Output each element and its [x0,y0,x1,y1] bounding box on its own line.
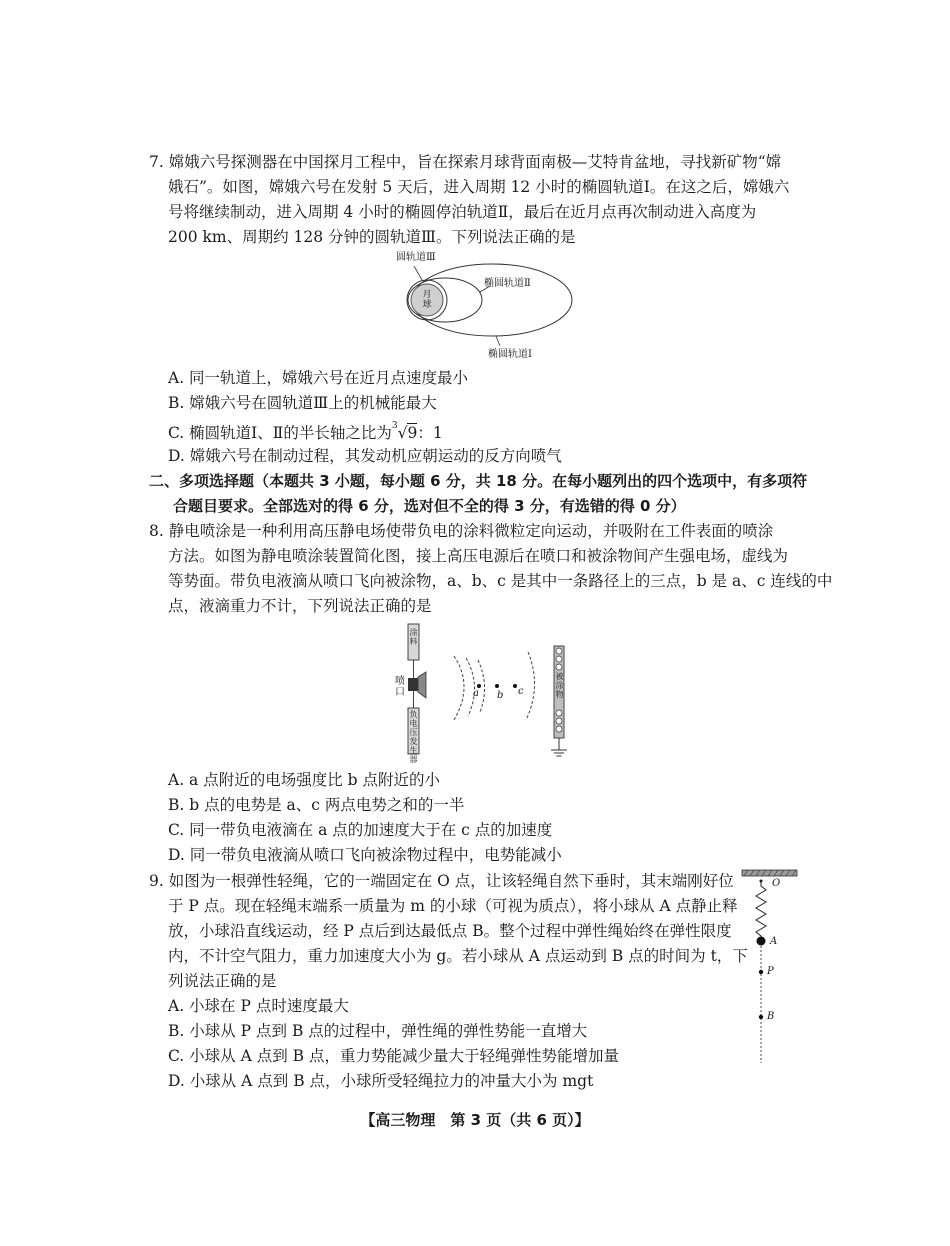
point-b [495,684,499,688]
label-B: B [767,1011,775,1022]
q7-stem-line: 7. 嫦娥六号探测器在中国探月工程中，旨在探索月球背面南极—艾特肯盆地，寻找新矿物“嫦 [149,153,782,171]
q8-option-b: B. b 点的电势是 a、c 两点电势之和的一半 [168,796,465,814]
orbit-3-label: 圆轨道Ⅲ [396,252,436,263]
orbit-1-label: 椭圆轨道Ⅰ [488,349,532,360]
q7-option-c [168,420,443,443]
q8-option-a: A. a 点附近的电场强度比 b 点附近的小 [168,771,440,789]
ball-A [757,937,766,946]
q8-option-d: D. 同一带负电液滴从喷口飞向被涂物过程中，电势能减小 [168,846,562,864]
q9-option-b: B. 小球从 P 点到 B 点的过程中，弹性绳的弹性势能一直增大 [168,1022,588,1040]
cube-root: $^3$√9 [391,421,418,443]
point-a-label: a [473,688,479,699]
spray-diagram [390,620,580,765]
q8-stem-line: 方法。如图为静电喷涂装置简化图，接上高压电源后在喷口和被涂物间产生强电场，虚线为 [168,547,789,565]
q9-stem-line: 9. 如图为一根弹性轻绳，它的一端固定在 O 点，让该轻绳自然下垂时，其末端刚好位 [149,872,734,890]
point-P [759,970,763,974]
equipotential-line [526,652,535,720]
nozzle-label: 喷口 [395,676,405,698]
q7-stem-line: 号将继续制动，进入周期 4 小时的椭圆停泊轨道Ⅱ，最后在近月点再次制动进入高度为 [168,203,757,221]
q9-stem-line: 放，小球沿直线运动，经 P 点后到达最低点 B。整个过程中弹性绳始终在弹性限度 [168,922,732,940]
nozzle-cone [418,672,426,698]
section-2-line: 合题目要求。全部选对的得 6 分，选对但不全的得 3 分，有选错的得 0 分） [173,497,686,515]
q9-stem-line: 于 P 点。现在轻绳末端系一质量为 m 的小球（可视为质点），将小球从 A 点静止释 [168,897,738,915]
q8-option-c: C. 同一带负电液滴在 a 点的加速度大于在 c 点的加速度 [168,821,553,839]
q8-stem-line: 8. 静电喷涂是一种利用高压静电场使带负电的涂料微粒定向运动，并吸附在工件表面的喷涂 [149,522,774,540]
q7-stem-line: 200 km、周期约 128 分钟的圆轨道Ⅲ。下列说法正确的是 [168,228,576,246]
label-O: O [772,878,781,889]
generator-label: 负电压发生器 [409,710,418,764]
orbit-2-label: 椭圆轨道Ⅱ [484,278,531,289]
moon-label: 月球 [422,290,432,310]
paint-label: 涂料 [409,628,418,646]
q9-option-c: C. 小球从 A 点到 B 点，重力势能减少量大于轻绳弹性势能增加量 [168,1047,619,1065]
label-A: A [770,936,778,947]
point-c-label: c [518,686,524,697]
q8-stem-line: 等势面。带负电液滴从喷口飞向被涂物，a、b、c 是其中一条路径上的三点，b 是 a、c 连线的中 [168,572,833,590]
equipotential-line [454,656,464,720]
nozzle-block [408,678,418,691]
q9-option-a: A. 小球在 P 点时速度最大 [168,997,349,1015]
q7-stem-line: 娥石”。如图，嫦娥六号在发射 5 天后，进入周期 12 小时的椭圆轨道Ⅰ。在这之后，嫦娥六 [168,178,790,196]
q9-stem-line: 列说法正确的是 [168,972,277,990]
q7-option-d: D. 嫦娥六号在制动过程，其发动机应朝运动的反方向喷气 [168,447,562,465]
q7-option-c-prefix: C. 椭圆轨道Ⅰ、Ⅱ的半长轴之比为 [168,424,392,443]
q9-option-d: D. 小球从 A 点到 B 点，小球所受轻绳拉力的冲量大小为 mgt [168,1072,594,1090]
q9-stem-line: 内，不计空气阻力，重力加速度大小为 g。若小球从 A 点运动到 B 点的时间为 t，下 [168,947,748,965]
point-c [513,684,517,688]
elastic-rope [756,881,766,940]
q7-option-b: B. 嫦娥六号在圆轨道Ⅲ上的机械能最大 [168,394,437,412]
q7-option-c-suffix: ：1 [417,424,443,443]
point-b-label: b [497,690,504,701]
q7-option-a: A. 同一轨道上，嫦娥六号在近月点速度最小 [168,369,469,387]
section-2-line: 二、多项选择题（本题共 3 小题，每小题 6 分，共 18 分。在每小题列出的四个选项中，有多项符 [149,472,808,490]
point-B [759,1015,763,1019]
label-P: P [767,966,774,977]
page-footer: 【高三物理 第 3 页（共 6 页）】 [360,1111,590,1129]
workpiece-label: 被涂物 [555,672,564,699]
q8-stem-line: 点，液滴重力不计，下列说法正确的是 [168,597,432,615]
equipotential-line [466,658,475,716]
